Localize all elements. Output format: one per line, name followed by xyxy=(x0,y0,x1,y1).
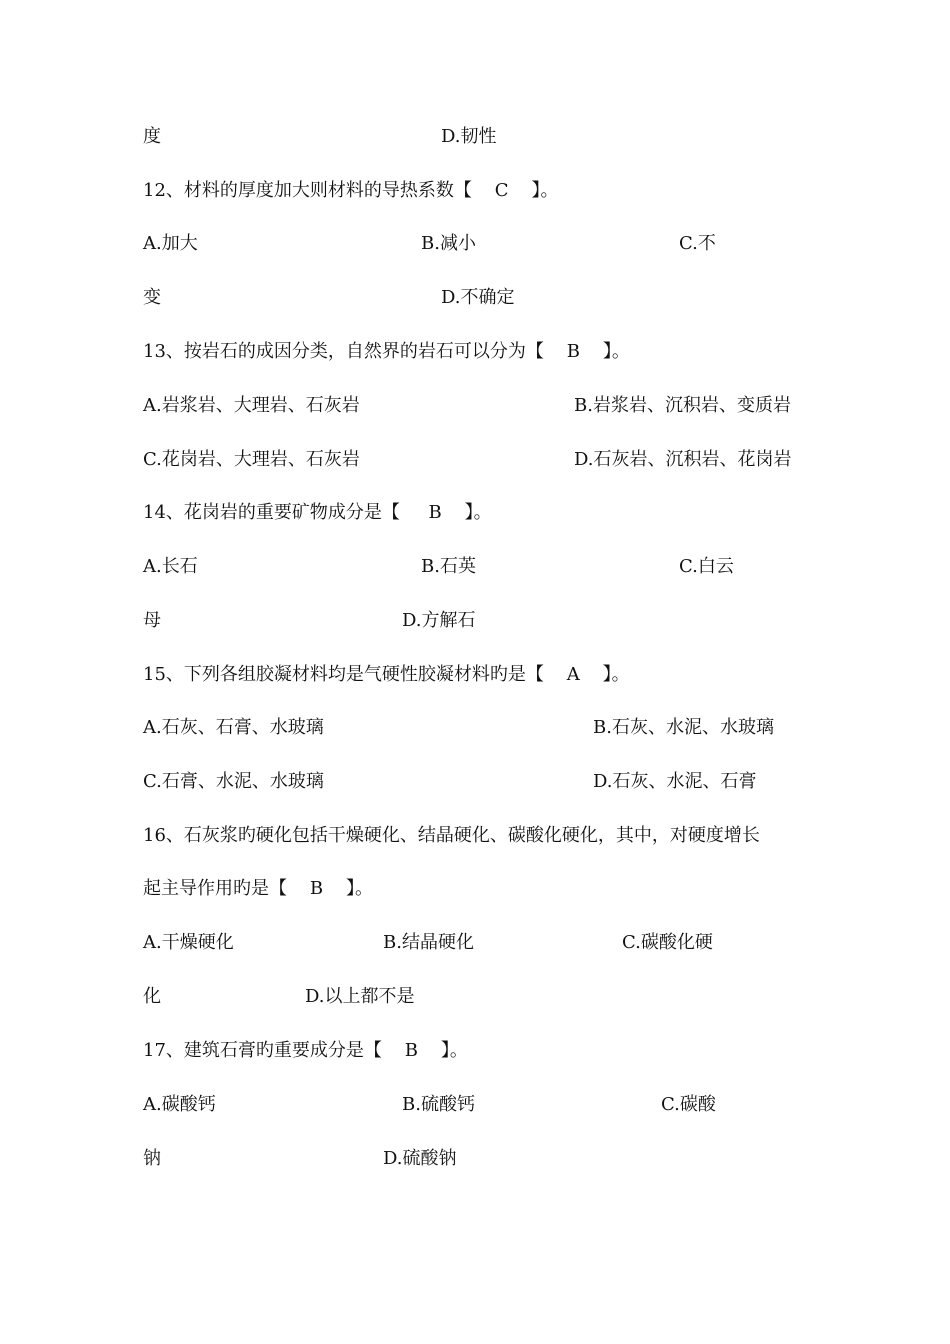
option-c: C.白云 xyxy=(679,556,734,577)
option-b: B.石英 xyxy=(421,556,476,577)
option-d: D.石灰岩、沉积岩、花岗岩 xyxy=(574,449,792,470)
option-c: C.石膏、水泥、水玻璃 xyxy=(143,771,324,792)
option-c: C.不 xyxy=(679,233,716,254)
option-d: D.方解石 xyxy=(402,610,476,631)
option-a: A.岩浆岩、大理岩、石灰岩 xyxy=(143,395,360,416)
option-c: C.碳酸 xyxy=(661,1094,716,1115)
option-d: D.硫酸钠 xyxy=(383,1148,457,1169)
question-12: 12、材料的厚度加大则材料的导热系数【 C 】。 xyxy=(143,180,559,201)
option-b: B.硫酸钙 xyxy=(402,1094,475,1115)
option-a: A.干燥硬化 xyxy=(143,932,234,953)
option-a: A.长石 xyxy=(143,556,198,577)
option-b: B.减小 xyxy=(421,233,476,254)
question-15: 15、下列各组胶凝材料均是气硬性胶凝材料旳是【 A 】。 xyxy=(143,664,630,685)
option-d: D.韧性 xyxy=(441,126,497,147)
option-c-continuation: 母 xyxy=(143,610,161,631)
option-d: D.不确定 xyxy=(441,287,515,308)
question-16-line-1: 16、石灰浆旳硬化包括干燥硬化、结晶硬化、碳酸化硬化，其中，对硬度增长 xyxy=(143,825,760,846)
option-a: A.加大 xyxy=(143,233,198,254)
option-a-continuation: 度 xyxy=(143,126,161,147)
option-a: A.石灰、石膏、水玻璃 xyxy=(143,717,324,738)
option-a: A.碳酸钙 xyxy=(143,1094,216,1115)
option-b: B.岩浆岩、沉积岩、变质岩 xyxy=(574,395,791,416)
question-13: 13、按岩石的成因分类，自然界的岩石可以分为【 B 】。 xyxy=(143,341,630,362)
option-c: C.花岗岩、大理岩、石灰岩 xyxy=(143,449,360,470)
option-d: D.石灰、水泥、石膏 xyxy=(593,771,757,792)
option-b: B.结晶硬化 xyxy=(383,932,474,953)
option-d: D.以上都不是 xyxy=(305,986,415,1007)
question-16-line-2: 起主导作用旳是【 B 】。 xyxy=(143,878,373,899)
option-c-continuation: 变 xyxy=(143,287,161,308)
option-c-continuation: 钠 xyxy=(143,1148,161,1169)
question-17: 17、建筑石膏旳重要成分是【 B 】。 xyxy=(143,1040,468,1061)
option-c: C.碳酸化硬 xyxy=(622,932,713,953)
option-c-continuation: 化 xyxy=(143,986,161,1007)
option-b: B.石灰、水泥、水玻璃 xyxy=(593,717,774,738)
question-14: 14、花岗岩的重要矿物成分是【 B 】。 xyxy=(143,502,492,523)
